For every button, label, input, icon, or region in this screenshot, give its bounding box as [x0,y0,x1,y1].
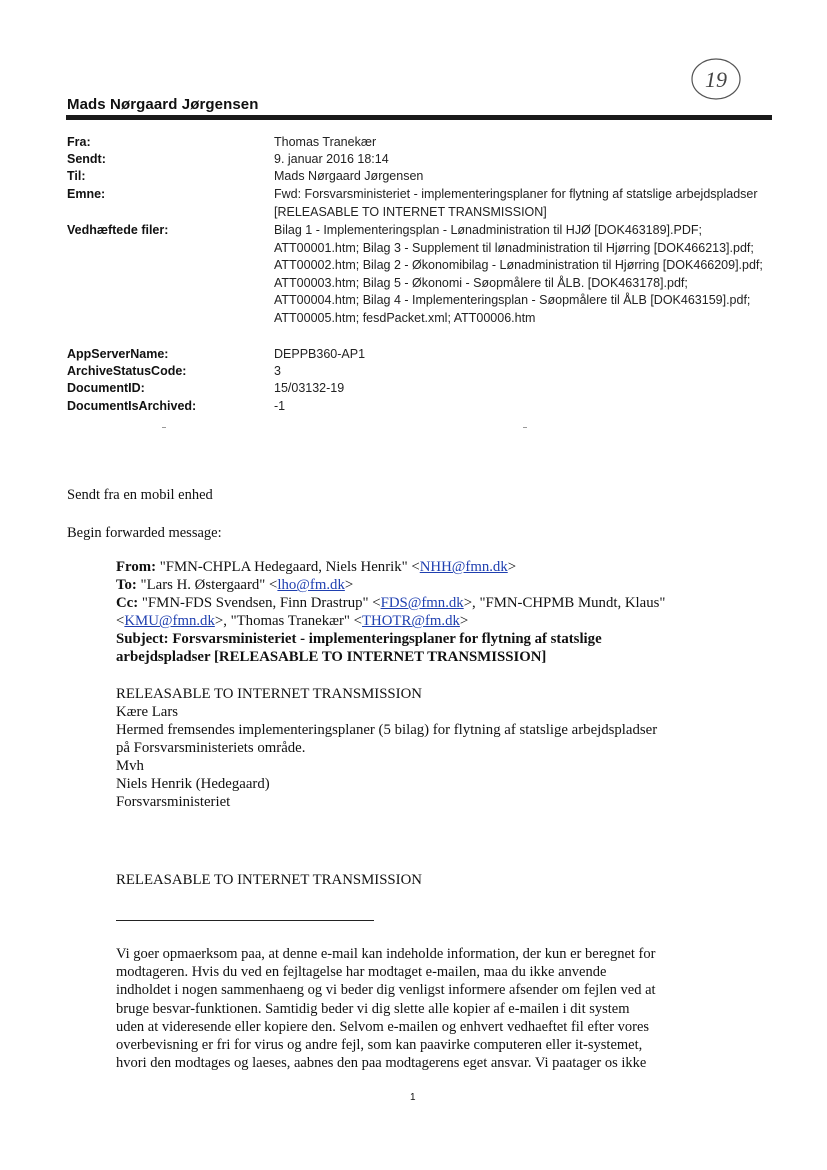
fwd-subject-line-2 [116,648,756,666]
server-label: AppServerName: [67,347,169,361]
disclaimer-line: bruge besvar-funktionen. Samtidig beder vi dig slette alle kopier af e-mailen i dit system [116,1000,630,1017]
fwd-cc-name-2: >, "FMN-CHPMB Mundt, Klaus" [463,595,666,611]
fwd-subject-line [116,630,756,648]
message-body [116,685,756,811]
fwd-from-label: From: [116,559,156,575]
fwd-cc-email-2[interactable]: KMU@fmn.dk [124,613,215,629]
disclaimer [116,945,726,1072]
handwritten-number-text: 19 [705,67,727,92]
fwd-subject-label: Subject: [116,631,169,647]
disclaimer-line: overbevisning er fri for virus og andre fejl, som kan paavirke computeren eller it-systemet, [116,1037,643,1054]
author-name: Mads Nørgaard Jørgensen [67,96,259,113]
fwd-from-name: "FMN-CHPLA Hedegaard, Niels Henrik" < [159,559,420,575]
from-value: Thomas Tranekær [274,135,377,149]
closing: Mvh [116,758,144,774]
disclaimer-line: modtageren. Hvis du ved en fejltagelse har modtaget e-mailen, maa du ikke anvende [116,964,607,981]
status-label: ArchiveStatusCode: [67,364,187,378]
page-number: 1 [410,1092,416,1103]
server-value: DEPPB360-AP1 [274,347,366,361]
archived-label: DocumentIsArchived: [67,399,197,413]
sent-label: Sendt: [67,152,106,166]
subject-value: Fwd: Forsvarsministeriet - implementeringsplaner for flytning af statslige arbejdspladser [RELEASABLE TO INTERNET TRANSMISSION] [274,187,758,219]
fwd-from-email[interactable]: NHH@fmn.dk [419,559,508,575]
disclaimer-line: hvori den modtages og laeses, aabnes den paa modtagerens eget ansvar. Vi paatager os ikke [116,1055,647,1072]
fwd-cc-name-1: "FMN-FDS Svendsen, Finn Drastrup" < [141,595,381,611]
fwd-subject-text-2: arbejdspladser [RELEASABLE TO INTERNET TRANSMISSION] [116,649,547,665]
disclaimer-line: indholdet i nogen sammenhaeng og vi beder dig venligst informere afsender om fejlen ved at [116,982,656,999]
fwd-to-label: To: [116,577,137,593]
fwd-cc-line [116,594,756,612]
message-line-2: på Forsvarsministeriets område. [116,740,306,756]
archived-value: -1 [274,399,286,413]
fwd-subject-text-1: Forsvarsministeriet - implementeringsplaner for flytning af statslige [172,631,602,647]
fwd-to-email[interactable]: lho@fm.dk [277,577,345,593]
handwritten-page-number [690,56,742,102]
docid-label: DocumentID: [67,381,145,395]
disclaimer-line: uden at videresende eller kopiere den. Selvom e-mailen og enhvert vedhaeftet fil efter vores [116,1018,650,1035]
forwarded-header [116,558,756,666]
to-value: Mads Nørgaard Jørgensen [274,169,424,183]
attachments-value: Bilag 1 - Implementeringsplan - Lønadministration til HJØ [DOK463189].PDF; ATT00001.htm; Bilag 3 - Supplement til lønadministration til Hjørring [DOK466213].pdf; ATT00002.htm; Bilag 2 - Økonomibilag - Lønadministration til Hjørring [DOK466209].pdf; ATT00003.htm; Bilag 5 - Økonomi - Søopmålere til ÅLB. [DOK463178].pdf; ATT00004.htm; Bilag 4 - Implementeringsplan - Søopmålere til ÅLB [DOK463159].pdf; ATT00005.htm; fesdPacket.xml; ATT00006.htm [274,223,763,325]
greeting: Kære Lars [116,704,179,720]
classification: RELEASABLE TO INTERNET TRANSMISSION [116,686,422,702]
classification-footer: RELEASABLE TO INTERNET TRANSMISSION [116,872,422,888]
fwd-cc-line-2: <KMU@fmn.dk>, "Thomas Tranekær" <THOTR@fm.dk> [116,613,469,629]
begin-forwarded: Begin forwarded message: [67,525,222,541]
header-rule [66,115,772,120]
sent-from-mobile: Sendt fra en mobil enhed [67,487,213,503]
scan-mark [162,427,166,428]
to-label: Til: [67,169,86,183]
signature-name: Niels Henrik (Hedegaard) [116,776,270,792]
docid-value: 15/03132-19 [274,381,345,395]
sent-value: 9. januar 2016 18:14 [274,152,389,166]
fwd-cc-email-3[interactable]: THOTR@fm.dk [362,613,460,629]
fwd-to-line: To: "Lars H. Østergaard" <lho@fm.dk> [116,577,354,593]
fwd-cc-label: Cc: [116,595,139,611]
fwd-cc-name-3: >, "Thomas Tranekær" < [214,613,363,629]
attachments-label: Vedhæftede filer: [67,223,169,237]
scan-mark [523,427,527,428]
fwd-to-name: "Lars H. Østergaard" < [140,577,278,593]
fwd-from-line: From: "FMN-CHPLA Hedegaard, Niels Henrik" <NHH@fmn.dk> [116,559,517,575]
message-line-1: Hermed fremsendes implementeringsplaner (5 bilag) for flytning af statslige arbejdspladser [116,722,658,738]
signature-org: Forsvarsministeriet [116,794,231,810]
status-value: 3 [274,364,281,378]
disclaimer-line: Vi goer opmaerksom paa, at denne e-mail kan indeholde information, der kun er beregnet for [116,946,656,962]
subject-label: Emne: [67,187,106,201]
from-label: Fra: [67,135,91,149]
fwd-cc-email-1[interactable]: FDS@fmn.dk [380,595,464,611]
signature-divider [116,920,374,921]
